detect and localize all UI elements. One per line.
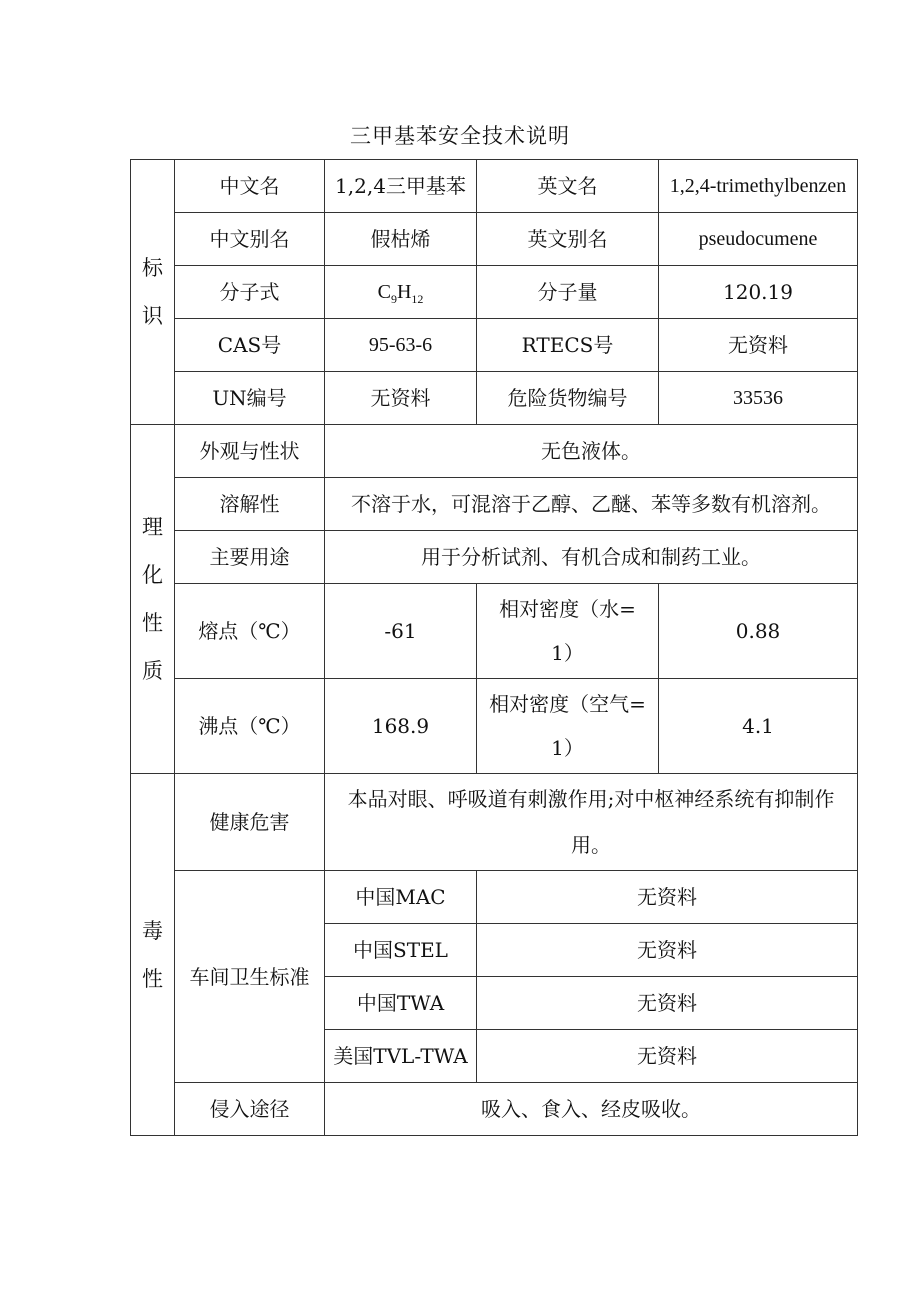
chinese-alias-value: 假枯烯 [325,213,477,266]
density-air-label: 相对密度（空气=1） [477,679,659,774]
use-label: 主要用途 [175,531,325,584]
melting-point-label: 熔点（℃） [175,584,325,679]
workshop-standard-label: 车间卫生标准 [175,871,325,1083]
cas-label: CAS号 [175,319,325,372]
english-name-label: 英文名 [477,160,659,213]
page-title: 三甲基苯安全技术说明 [350,124,570,148]
table-row [131,584,858,679]
formula-value: $C_9H_{12}$ [325,266,477,319]
un-number-label: UN编号 [175,372,325,425]
melting-point-value: -61 [325,584,477,679]
table-row [131,1083,858,1136]
table-row [131,160,858,213]
table-row [131,425,858,478]
health-hazard-value: 本品对眼、呼吸道有刺激作用;对中枢神经系统有抑制作用。 [325,774,858,871]
english-alias-label: 英文别名 [477,213,659,266]
category-char: 识 [142,304,163,328]
table-row [131,319,858,372]
std-name: 中国MAC [325,871,477,924]
boiling-point-label: 沸点（℃） [175,679,325,774]
table-row [131,372,858,425]
table-row [131,679,858,774]
appearance-value: 无色液体。 [325,425,858,478]
solubility-label: 溶解性 [175,478,325,531]
std-value: 无资料 [477,1030,858,1083]
molecular-weight-label: 分子量 [477,266,659,319]
rtecs-value: 无资料 [659,319,858,372]
appearance-label: 外观与性状 [175,425,325,478]
dangerous-goods-label: 危险货物编号 [477,372,659,425]
density-water-label: 相对密度（水=1） [477,584,659,679]
category-char: 性 [142,966,163,991]
category-identification [131,160,175,425]
english-name-value: 1,2,4-trimethylbenzen [659,160,858,213]
category-char: 化 [142,563,163,587]
use-value: 用于分析试剂、有机合成和制药工业。 [325,531,858,584]
rtecs-label: RTECS号 [477,319,659,372]
cas-value: 95-63-6 [325,319,477,372]
table-row [131,774,858,871]
std-value: 无资料 [477,871,858,924]
table-row [131,478,858,531]
category-char: 质 [142,659,163,683]
category-physchem [131,425,175,774]
solubility-value: 不溶于水，可混溶于乙醇、乙醚、苯等多数有机溶剂。 [325,478,858,531]
health-hazard-label: 健康危害 [175,774,325,871]
std-name: 中国TWA [325,977,477,1030]
category-char: 毒 [142,918,163,943]
table-row [131,871,858,924]
boiling-point-value: 168.9 [325,679,477,774]
table-row [131,213,858,266]
category-char: 标 [142,256,163,280]
std-value: 无资料 [477,924,858,977]
std-value: 无资料 [477,977,858,1030]
density-water-value: 0.88 [659,584,858,679]
density-air-value: 4.1 [659,679,858,774]
chinese-name-value: 1,2,4三甲基苯 [325,160,477,213]
category-toxicity [131,774,175,1136]
table-row [131,266,858,319]
table-row [131,531,858,584]
route-label: 侵入途径 [175,1083,325,1136]
category-char: 理 [142,515,163,539]
dangerous-goods-value: 33536 [659,372,858,425]
formula-label: 分子式 [175,266,325,319]
chinese-alias-label: 中文别名 [175,213,325,266]
english-alias-value: pseudocumene [659,213,858,266]
route-value: 吸入、食入、经皮吸收。 [325,1083,858,1136]
safety-data-table [130,159,858,1136]
std-name: 美国TVL-TWA [325,1030,477,1083]
un-number-value: 无资料 [325,372,477,425]
category-char: 性 [142,611,163,635]
std-name: 中国STEL [325,924,477,977]
chinese-name-label: 中文名 [175,160,325,213]
molecular-weight-value: 120.19 [659,266,858,319]
